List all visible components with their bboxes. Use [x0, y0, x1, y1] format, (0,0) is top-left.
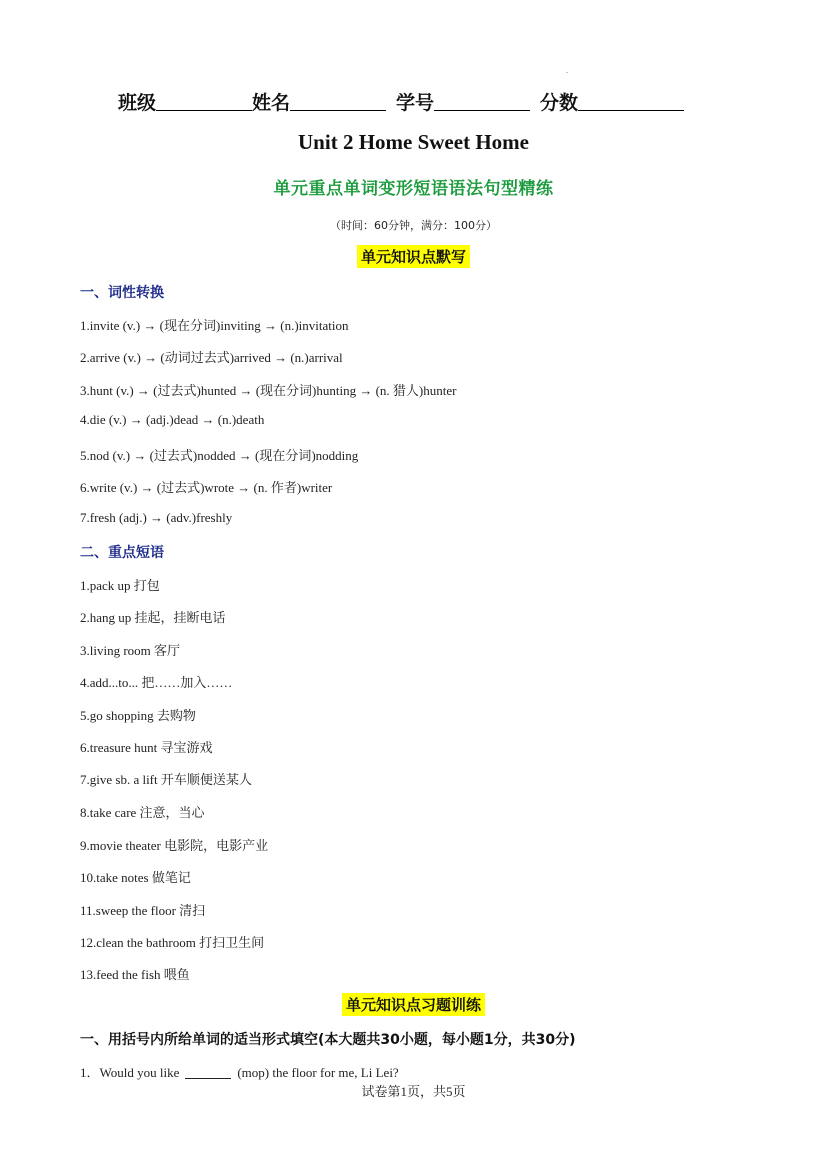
- list-item: 13.feed the fish 喂鱼: [80, 967, 190, 982]
- list-item: 3.hunt (v.) → (过去式)hunted → (现在分词)hunting → (n. 猎人)hunter: [80, 383, 457, 398]
- list-item: 8.take care 注意，当心: [80, 805, 205, 820]
- number-blank: [434, 92, 530, 111]
- list-item: 4.die (v.) → (adj.)dead → (n.)death: [80, 412, 265, 427]
- section2-banner: 单元知识点习题训练: [342, 993, 485, 1016]
- list-item: 6.treasure hunt 寻宝游戏: [80, 740, 213, 755]
- list-item: 10.take notes 做笔记: [80, 870, 191, 885]
- list-item: 2.arrive (v.) → (动词过去式)arrived → (n.)arrival: [80, 350, 343, 365]
- part1-heading: 一、词性转换: [80, 285, 164, 301]
- list-item: 1.pack up 打包: [80, 578, 160, 593]
- page-footer: 试卷第1页，共5页: [361, 1084, 466, 1099]
- student-info-line: [118, 88, 718, 115]
- list-item: 7.fresh (adj.) → (adv.)freshly: [80, 510, 233, 525]
- exam-timing: （时间：60分钟，满分：100分）: [330, 219, 497, 232]
- class-label: 班级: [118, 92, 157, 114]
- exercise-heading: 一、用括号内所给单词的适当形式填空(本大题共30小题，每小题1分，共30分): [80, 1032, 576, 1048]
- score-blank: [578, 92, 684, 111]
- name-label: 姓名: [252, 92, 291, 114]
- list-item: 7.give sb. a lift 开车顺便送某人: [80, 772, 252, 787]
- question-1-blank[interactable]: [185, 1066, 231, 1079]
- question-1: [80, 1062, 399, 1081]
- name-blank: [290, 92, 386, 111]
- list-item: 5.nod (v.) → (过去式)nodded → (现在分词)nodding: [80, 448, 359, 463]
- section1-banner: 单元知识点默写: [357, 245, 470, 268]
- list-item: 9.movie theater 电影院，电影产业: [80, 838, 269, 853]
- list-item: 11.sweep the floor 清扫: [80, 903, 206, 918]
- list-item: 12.clean the bathroom 打扫卫生间: [80, 935, 265, 950]
- list-item: 1.invite (v.) → (现在分词)inviting → (n.)invitation: [80, 318, 349, 333]
- list-item: 5.go shopping 去购物: [80, 708, 196, 723]
- question-1-prefix: 1．Would you like: [80, 1065, 180, 1080]
- score-label: 分数: [540, 92, 579, 114]
- list-item: 6.write (v.) → (过去式)wrote → (n. 作者)writer: [80, 480, 333, 495]
- page-title: Unit 2 Home Sweet Home: [298, 130, 529, 154]
- question-1-suffix: (mop) the floor for me, Li Lei?: [237, 1065, 399, 1080]
- part2-heading: 二、重点短语: [80, 545, 164, 561]
- page-subtitle: 单元重点单词变形短语语法句型精练: [273, 179, 554, 199]
- number-label: 学号: [396, 92, 435, 114]
- section2-banner-wrap: [0, 993, 827, 1016]
- class-blank: [156, 92, 252, 111]
- list-item: 4.add...to... 把……加入……: [80, 675, 233, 690]
- stray-dot: .: [566, 66, 568, 75]
- list-item: 3.living room 客厅: [80, 643, 181, 658]
- section1-banner-wrap: [0, 245, 827, 268]
- list-item: 2.hang up 挂起，挂断电话: [80, 610, 226, 625]
